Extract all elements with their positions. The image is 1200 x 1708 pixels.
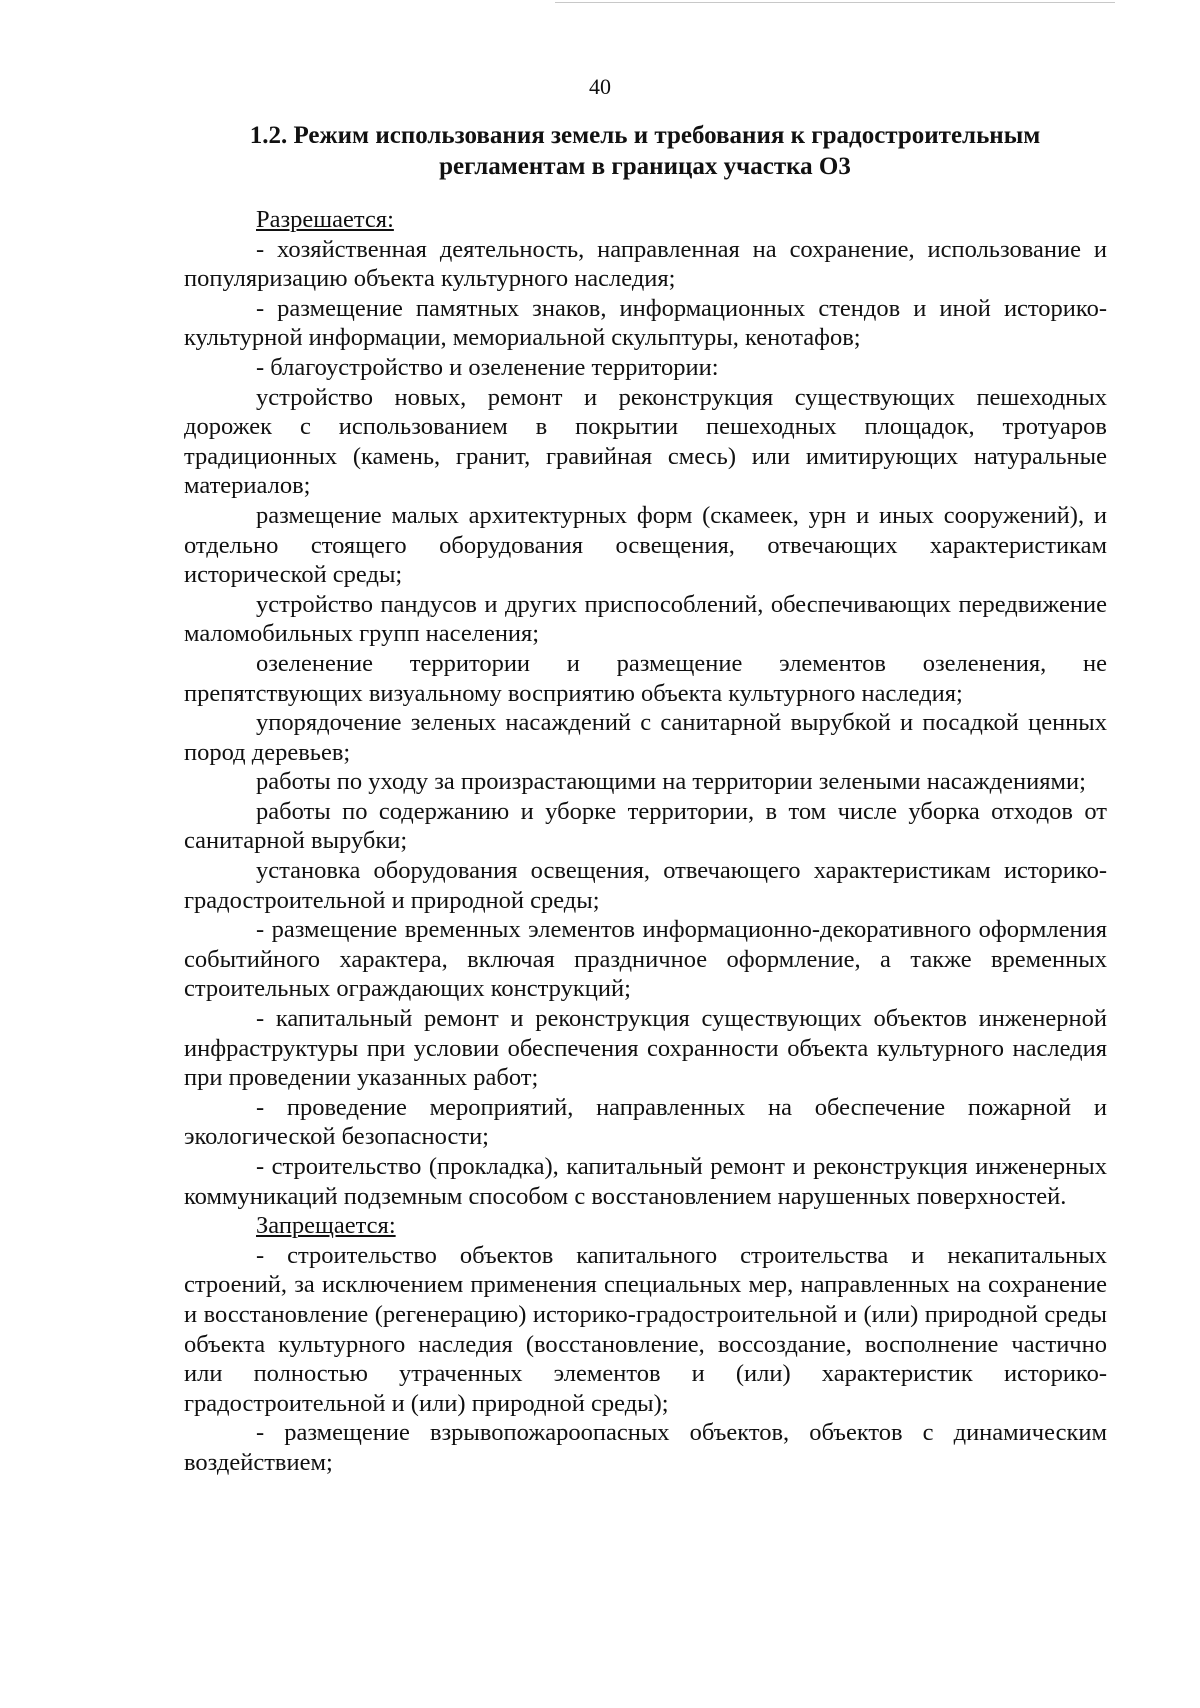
allowed-subitem: устройство новых, ремонт и реконструкция существующих пешеходных дорожек с использованием в покрытии пешеходных площадок, тротуаров традиционных (камень, гранит, гравийная смесь) или имитирующих натуральные материалов; — [184, 383, 1107, 500]
allowed-subitem: работы по уходу за произрастающими на территории зелеными насаждениями; — [256, 768, 1086, 796]
prohibited-item: - размещение взрывопожароопасных объектов, объектов с динамическим воздействием; — [184, 1419, 1107, 1476]
prohibited-heading: Запрещается: — [256, 1212, 396, 1240]
scan-artifact-line — [555, 2, 1115, 3]
allowed-item: - проведение мероприятий, направленных на обеспечение пожарной и экологической безопасности; — [184, 1093, 1107, 1151]
allowed-subitem: размещение малых архитектурных форм (скамеек, урн и иных сооружений), и отдельно стоящего оборудования освещения, отвечающих характеристикам исторической среды; — [184, 501, 1107, 589]
prohibited-item: - строительство объектов капитального строительства и некапитальных строений, за исключением применения специальных мер, направленных на сохранение и восстановление (регенерацию) историко-градостроительной и (или) природной среды объекта культурного наследия (восстановление, воссоздание, восполнение частично или полностью утраченных элементов и (или) характеристик историко-градостроительной и (или) природной среды); — [184, 1241, 1107, 1417]
allowed-subitem: установка оборудования освещения, отвечающего характеристикам историко-градостроительной и природной среды; — [184, 857, 1107, 914]
allowed-item: - хозяйственная деятельность, направленная на сохранение, использование и популяризацию объекта культурного наследия; — [184, 235, 1107, 293]
page-number: 40 — [589, 74, 611, 99]
allowed-heading: Разрешается: — [256, 206, 394, 233]
allowed-item: - строительство (прокладка), капитальный ремонт и реконструкция инженерных коммуникаций подземным способом с восстановлением нарушенных поверхностей. — [184, 1153, 1107, 1210]
allowed-subitem: упорядочение зеленых насаждений с санитарной вырубкой и посадкой ценных пород деревьев; — [184, 709, 1107, 766]
allowed-item: - размещение временных элементов информационно-декоративного оформления событийного характера, включая праздничное оформление, а также временных строительных ограждающих конструкций; — [184, 916, 1107, 1003]
allowed-subitem: устройство пандусов и других приспособлений, обеспечивающих передвижение маломобильных групп населения; — [184, 590, 1107, 648]
section-title — [185, 120, 1105, 182]
document-body — [184, 205, 1107, 1478]
section-title-line-1: 1.2. Режим использования земель и требования к градостроительным — [249, 122, 1041, 149]
allowed-item: - благоустройство и озеленение территории: — [256, 353, 719, 381]
allowed-subitem: озеленение территории и размещение элементов озеленения, не препятствующих визуальному восприятию объекта культурного наследия; — [184, 649, 1107, 707]
allowed-subitem: работы по содержанию и уборке территории, в том числе уборка отходов от санитарной вырубки; — [184, 797, 1107, 855]
section-title-line-2: регламентам в границах участка О3 — [439, 153, 851, 180]
allowed-item: - капитальный ремонт и реконструкция существующих объектов инженерной инфраструктуры при условии обеспечения сохранности объекта культурного наследия при проведении указанных работ; — [184, 1005, 1107, 1092]
allowed-item: - размещение памятных знаков, информационных стендов и иной историко-культурной информации, мемориальной скульптуры, кенотафов; — [184, 294, 1107, 352]
